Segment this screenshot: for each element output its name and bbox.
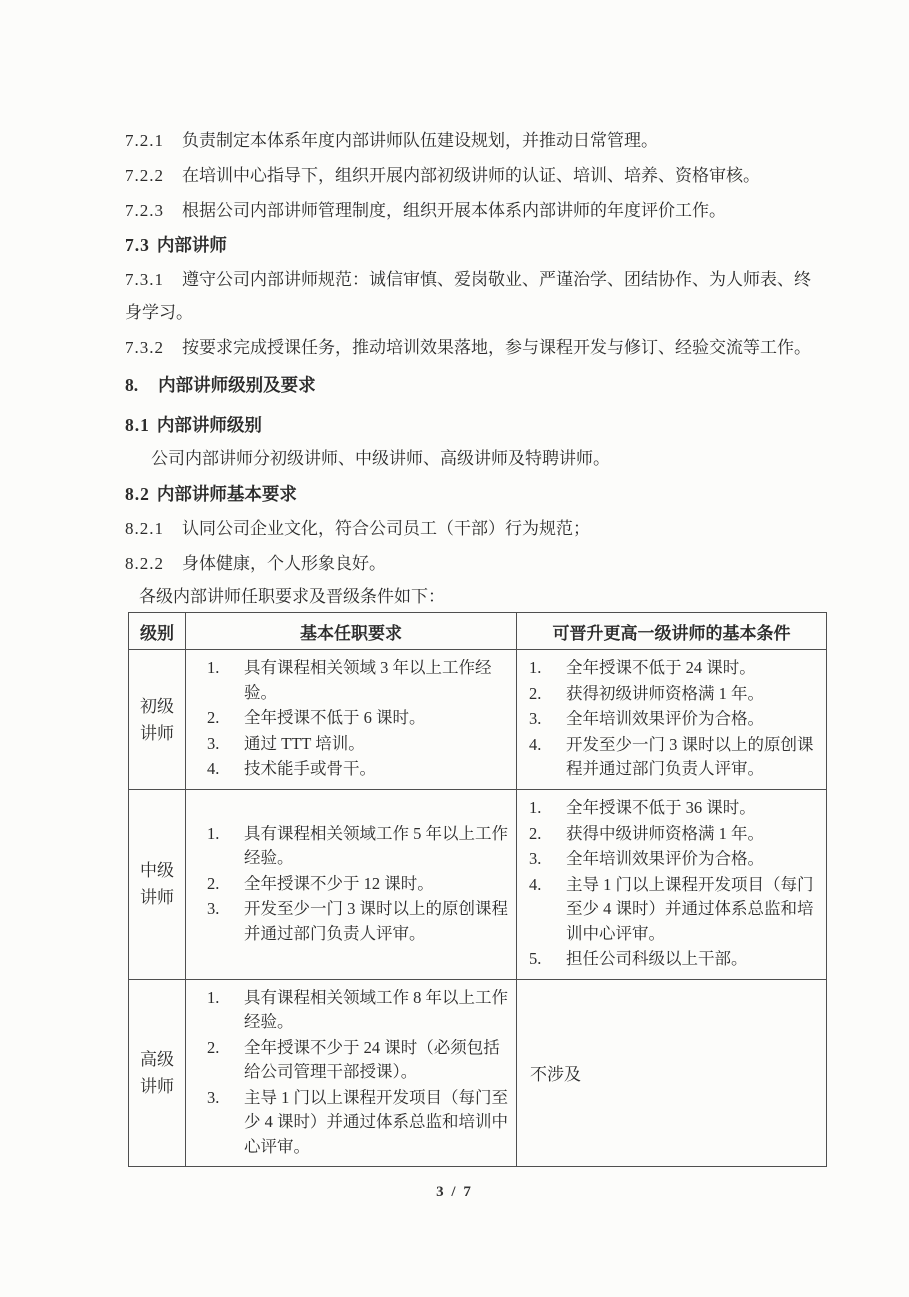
list-item-text: 全年培训效果评价为合格。 [566,709,764,729]
list-item-text: 全年授课不少于 24 课时（必须包括给公司管理干部授课）。 [244,1037,500,1081]
clause-text: 身体健康，个人形象良好。 [182,554,386,573]
clause-number: 8. [125,375,139,395]
list-item-text: 获得中级讲师资格满 1 年。 [566,823,764,843]
requirements-item [207,732,508,757]
promotion-conditions-cell [517,790,827,980]
list-item-text: 全年授课不少于 12 课时。 [244,873,434,893]
section-heading [125,368,825,402]
clause-number: 8.2 [125,484,150,504]
lecturer-levels-table [128,612,827,1167]
clause-number: 8.1 [125,415,150,435]
table-row [129,790,827,980]
subsection-heading [125,229,825,261]
column-header-promotion-conditions: 可晋升更高一级讲师的基本条件 [517,613,827,650]
promotion-item [529,947,821,972]
requirements-item [207,986,508,1035]
list-item-number: 3. [529,709,542,729]
clause-text: 内部讲师基本要求 [156,484,297,504]
clause-number: 7.3.2 [125,338,164,357]
numbered-paragraph [125,124,825,157]
table-header-row [129,613,827,650]
clause-text: 遵守公司内部讲师规范：诚信审慎、爱岗敬业、严谨治学、团结协作、为人师表、终身学习。 [125,270,811,322]
clause-number: 8.2.1 [125,519,164,538]
list-item-text: 全年授课不低于 36 课时。 [566,798,756,817]
requirements-cell [186,979,517,1167]
list-item-text: 技术能手或骨干。 [244,759,376,779]
list-item-text: 开发至少一门 3 课时以上的原创课程并通过部门负责人评审。 [566,734,814,779]
list-item-text: 全年授课不低于 24 课时。 [566,658,756,678]
requirements-item [207,706,508,731]
level-cell [129,650,186,790]
clause-text: 内部讲师 [156,235,227,255]
numbered-paragraph [125,512,825,545]
promotion-item [529,682,821,707]
clause-text: 负责制定本体系年度内部讲师队伍建设规划，并推动日常管理。 [182,131,658,150]
promotion-item [529,796,821,821]
list-item-text: 全年培训效果评价为合格。 [566,849,764,868]
promotion-item [529,822,821,847]
list-item-number: 1. [207,987,220,1007]
clause-text: 公司内部讲师分初级讲师、中级讲师、高级讲师及特聘讲师。 [151,449,610,468]
clause-number: 7.2.2 [125,166,164,185]
list-item-text: 通过 TTT 培训。 [244,733,365,753]
list-item-number: 1. [529,658,542,678]
list-item-number: 3. [207,733,220,753]
table-row [129,650,827,790]
list-item-number: 1. [207,658,220,678]
list-item-text: 全年授课不低于 6 课时。 [244,708,426,728]
list-item-text: 获得初级讲师资格满 1 年。 [566,683,764,703]
subsection-heading [125,478,825,510]
numbered-paragraph [125,331,825,364]
table-row [129,979,827,1167]
clause-number: 7.2.3 [125,201,164,220]
list-item-number: 1. [207,823,220,843]
clause-text: 认同公司企业文化，符合公司员工（干部）行为规范； [182,519,590,538]
numbered-paragraph [125,263,825,329]
list-item-text: 具有课程相关领域 3 年以上工作经验。 [244,658,492,702]
page-number: 3 / 7 [436,1184,473,1200]
column-header-level: 级别 [129,613,186,650]
clause-text: 在培训中心指导下，组织开展内部初级讲师的认证、培训、培养、资格审核。 [182,166,760,185]
indented-paragraph [125,443,825,475]
requirements-list [207,656,508,782]
promotion-conditions-cell [517,650,827,790]
clause-text: 各级内部讲师任职要求及晋级条件如下： [139,587,445,606]
level-name: 初级讲师 [140,696,174,743]
numbered-paragraph [125,159,825,192]
promotion-item [529,873,821,947]
list-item-text: 具有课程相关领域工作 5 年以上工作经验。 [244,823,508,867]
list-item-number: 2. [207,1037,220,1057]
promotion-item [529,733,821,782]
document-body [125,124,825,611]
list-item-text: 具有课程相关领域工作 8 年以上工作经验。 [244,987,508,1031]
subsection-heading [125,409,825,441]
list-item-text: 担任公司科级以上干部。 [566,949,748,968]
list-item-text: 开发至少一门 3 课时以上的原创课程并通过部门负责人评审。 [244,899,508,943]
list-item-number: 4. [207,759,220,779]
level-cell [129,790,186,980]
requirements-cell [186,790,517,980]
list-item-number: 3. [207,899,220,918]
requirements-item [207,897,508,946]
level-name: 高级讲师 [140,1049,174,1096]
requirements-item [207,656,508,705]
list-item-number: 5. [529,949,542,968]
level-name: 中级讲师 [140,861,174,908]
list-item-text: 主导 1 门以上课程开发项目（每门至少 4 课时）并通过体系总监和培训中心评审。 [244,1087,508,1156]
clause-text: 内部讲师级别及要求 [158,375,316,395]
promotion-item [529,847,821,872]
list-item-number: 1. [529,798,542,817]
level-cell [129,979,186,1167]
list-item-number: 4. [529,874,542,894]
list-item-number: 2. [529,823,542,843]
list-item-number: 3. [207,1087,220,1107]
promotion-not-applicable-cell [517,979,827,1167]
list-item-text: 主导 1 门以上课程开发项目（每门至少 4 课时）并通过体系总监和培训中心评审。 [566,874,814,943]
numbered-paragraph [125,194,825,227]
clause-number: 7.3 [125,235,150,255]
table-lead-paragraph [125,582,825,611]
clause-number: 7.2.1 [125,131,164,150]
requirements-list [207,986,508,1160]
requirements-list [207,822,508,947]
list-item-number: 3. [529,849,542,868]
promotion-list [529,656,821,782]
requirements-item [207,1086,508,1160]
requirements-item [207,757,508,782]
requirements-item [207,872,508,897]
requirements-cell [186,650,517,790]
requirements-item [207,822,508,871]
promotion-item [529,656,821,681]
column-header-basic-requirements: 基本任职要求 [186,613,517,650]
promotion-list [529,796,821,972]
promotion-item [529,707,821,732]
clause-text: 按要求完成授课任务，推动培训效果落地，参与课程开发与修订、经验交流等工作。 [182,338,811,357]
list-item-number: 2. [529,683,542,703]
requirements-item [207,1036,508,1085]
list-item-number: 2. [207,708,220,728]
clause-text: 根据公司内部讲师管理制度，组织开展本体系内部讲师的年度评价工作。 [182,201,726,220]
numbered-paragraph [125,547,825,580]
list-item-number: 2. [207,873,220,893]
list-item-number: 4. [529,734,542,754]
clause-text: 内部讲师级别 [156,415,262,435]
clause-number: 7.3.1 [125,270,164,289]
clause-number: 8.2.2 [125,554,164,573]
not-applicable-text: 不涉及 [530,1065,581,1085]
